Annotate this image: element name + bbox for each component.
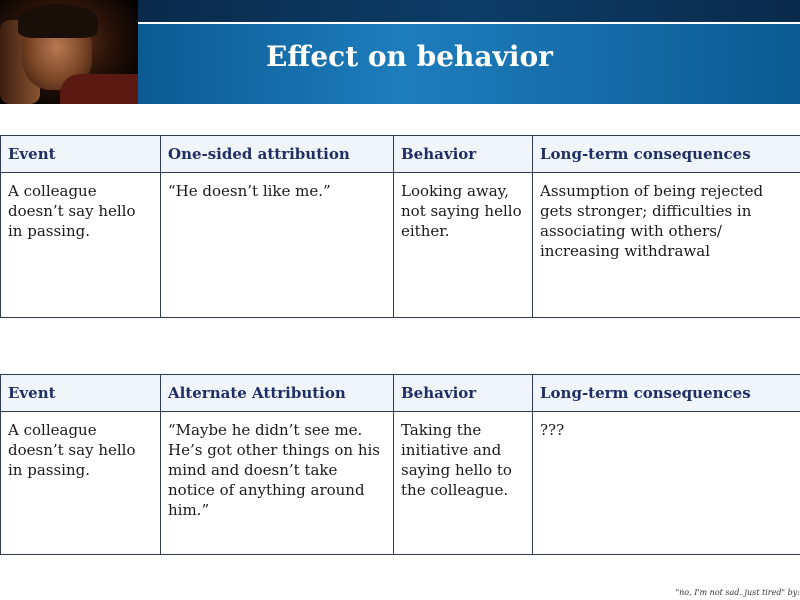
cell-behavior: Taking the initiative and saying hello to the colleague. (394, 412, 533, 555)
cell-consequences: Assumption of being rejected gets stronger; difficulties in associating with others/ increasing withdrawal (533, 173, 800, 318)
banner-top-strip (138, 0, 800, 22)
slide-title: Effect on behavior (266, 40, 553, 73)
header-behavior: Behavior (394, 136, 533, 173)
photo-hair (18, 4, 98, 38)
header-event: Event (1, 136, 161, 173)
header-attribution: Alternate Attribution (161, 375, 394, 412)
cell-attribution: “Maybe he didn’t see me. He’s got other things on his mind and doesn’t take notice of anything around him.” (161, 412, 394, 555)
attribution-table-alternate (0, 374, 800, 555)
photo-shirt (60, 74, 138, 104)
cell-attribution: “He doesn’t like me.” (161, 173, 394, 318)
header-behavior: Behavior (394, 375, 533, 412)
cell-event: A colleague doesn’t say hello in passing. (1, 412, 161, 555)
slide-header (0, 0, 800, 104)
photo-credit: "no, I'm not sad. just tired" by: (675, 588, 800, 597)
table-row (1, 412, 800, 555)
header-event: Event (1, 375, 161, 412)
cell-behavior: Looking away, not saying hello either. (394, 173, 533, 318)
header-consequences: Long-term consequences (533, 375, 800, 412)
header-consequences: Long-term consequences (533, 136, 800, 173)
cell-consequences: ??? (533, 412, 800, 555)
attribution-table-one-sided (0, 135, 800, 318)
table-row (1, 173, 800, 318)
table-header-row (1, 375, 800, 412)
cell-event: A colleague doesn’t say hello in passing. (1, 173, 161, 318)
header-attribution: One-sided attribution (161, 136, 394, 173)
sad-man-photo (0, 0, 138, 104)
table-header-row (1, 136, 800, 173)
